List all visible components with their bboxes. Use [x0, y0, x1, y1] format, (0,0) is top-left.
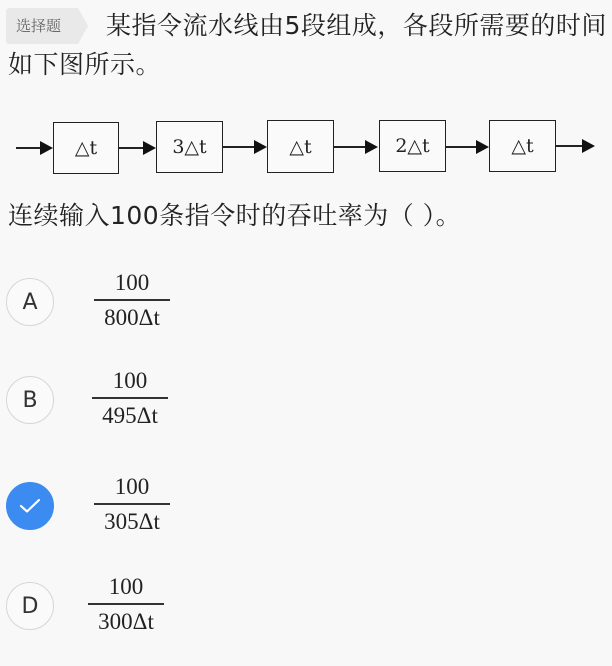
option-b[interactable] [6, 368, 506, 428]
stage-label: △t [511, 135, 534, 157]
option-letter: B [22, 387, 38, 413]
option-a-fraction [94, 270, 170, 331]
fraction-bar [88, 603, 164, 605]
arrow-head-icon [582, 139, 595, 153]
fraction-bar [92, 397, 168, 399]
pipeline-stage-4 [379, 120, 446, 172]
option-a[interactable] [6, 270, 506, 330]
arrow-head-icon [476, 140, 489, 154]
option-b-radio[interactable] [6, 376, 54, 424]
arrow-line [16, 147, 42, 149]
stage-label: △t [74, 137, 98, 159]
denominator: 800Δt [104, 305, 160, 330]
option-c-fraction [94, 474, 170, 535]
option-b-fraction [92, 368, 168, 429]
denominator: 300Δt [98, 609, 154, 634]
option-d-fraction [88, 574, 164, 635]
option-d[interactable] [6, 574, 506, 634]
arrow-line [334, 146, 367, 148]
numerator: 100 [108, 574, 144, 599]
pipeline-diagram [0, 110, 612, 185]
denominator: 495Δt [102, 403, 158, 428]
pipeline-stage-3 [267, 120, 334, 173]
arrow-head-icon [254, 140, 267, 154]
checkmark-icon [19, 498, 41, 514]
arrow-line [446, 146, 478, 148]
pipeline-stage-5 [489, 120, 556, 172]
question-prompt: 连续输入100条指令时的吞吐率为（ ）。 [8, 201, 462, 230]
option-c[interactable] [6, 474, 506, 534]
fraction-bar [94, 503, 170, 505]
numerator: 100 [114, 270, 150, 295]
numerator: 100 [112, 368, 148, 393]
question-stem: 某指令流水线由5段组成，各段所需要的时间如下图所示。 [8, 11, 607, 79]
option-c-radio-selected[interactable] [6, 482, 54, 530]
arrow-head-icon [143, 141, 156, 155]
arrow-head-icon [40, 141, 53, 155]
arrow-head-icon [365, 140, 378, 154]
pipeline-stage-1 [53, 122, 119, 174]
arrow-line [556, 145, 584, 147]
stage-label: 2△t [395, 135, 430, 157]
option-letter: A [22, 289, 38, 315]
option-letter: D [21, 593, 39, 619]
option-d-radio[interactable] [6, 582, 54, 630]
arrow-line [223, 146, 256, 148]
denominator: 305Δt [104, 509, 160, 534]
numerator: 100 [114, 474, 150, 499]
option-a-radio[interactable] [6, 278, 54, 326]
stage-label: 3△t [172, 136, 207, 158]
fraction-bar [94, 299, 170, 301]
stage-label: △t [289, 135, 312, 158]
pipeline-stage-2 [156, 121, 223, 173]
question-type-tag: 选择题 [6, 8, 78, 44]
arrow-line [119, 147, 145, 149]
